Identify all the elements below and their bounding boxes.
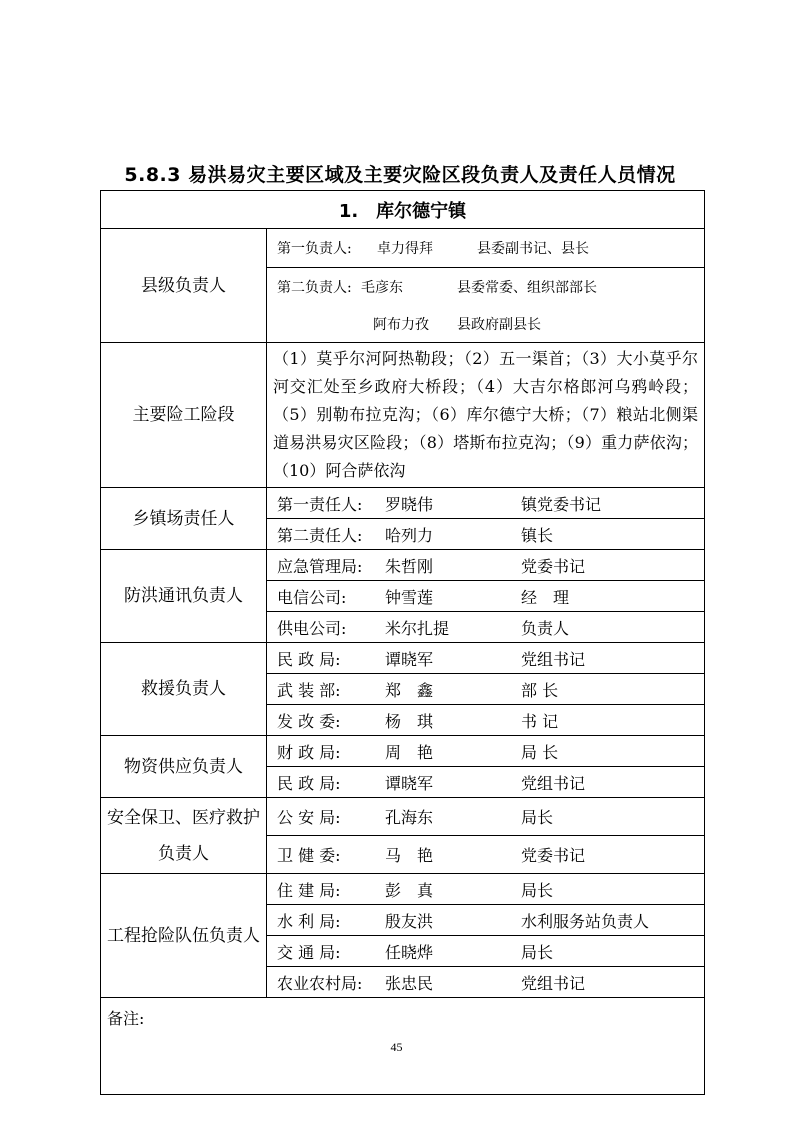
role-label: 财 政 局: [277,742,341,762]
table-row [101,343,705,488]
role-label: 农业农村局: [277,973,363,993]
leader-third [267,306,705,343]
role-label: 水 利 局: [277,911,341,931]
person-position: 负责人 [521,618,570,638]
role-label: 卫 健 委: [277,846,341,865]
detail-cell [267,905,705,936]
role-label: 公 安 局: [277,808,341,827]
detail-cell [267,836,705,874]
town-heading: 1. 库尔德宁镇 [101,191,705,229]
leader-title: 县委副书记、县长 [477,241,589,257]
person-position: 局 长 [521,742,559,762]
person-name: 殷友洪 [385,911,434,931]
category-cell: 救援负责人 [101,643,267,736]
person-position: 党组书记 [521,649,586,669]
detail-cell [267,798,705,836]
category-cell: 物资供应负责人 [101,736,267,798]
category-cell: 安全保卫、医疗救护负责人 [101,798,267,874]
person-name: 朱哲刚 [385,556,434,576]
leader-name: 毛彦东 [361,280,403,296]
person-name: 孔海东 [385,808,434,827]
person-position: 局长 [521,880,554,900]
role-label: 电信公司: [277,587,347,607]
person-position: 部 长 [521,680,559,700]
responsibility-table [100,190,705,1095]
person-name: 谭晓军 [385,773,434,793]
role-label: 供电公司: [277,618,347,638]
person-name: 马 艳 [385,846,434,865]
person-position: 水利服务站负责人 [521,911,650,931]
category-cell: 主要险工险段 [101,343,267,488]
person-position: 镇长 [521,525,554,545]
person-name: 米尔扎提 [385,618,450,638]
detail-cell [267,581,705,612]
category-cell: 工程抢险队伍负责人 [101,874,267,998]
person-position: 局长 [521,808,554,827]
table-row [101,550,705,581]
person-name: 彭 真 [385,880,434,900]
person-position: 书 记 [521,711,559,731]
role-label: 交 通 局: [277,942,341,962]
leader-name: 阿布力孜 [373,317,429,333]
table-row [101,643,705,674]
detail-cell [267,550,705,581]
detail-cell [267,519,705,550]
person-position: 党委书记 [521,556,586,576]
detail-cell [267,674,705,705]
person-name: 郑 鑫 [385,680,434,700]
danger-sections-text: （1）莫乎尔河阿热勒段；（2）五一渠首；（3）大小莫乎尔河交汇处至乡政府大桥段；（4）大吉尔格郎河乌鸦岭段；（5）别勒布拉克沟；（6）库尔德宁大桥；（7）粮站北侧渠道易洪易灾区险段；（8）塔斯布拉克沟；（9）重力萨依沟；（10）阿合萨依沟 [267,343,705,488]
table-row [101,874,705,905]
table-row [101,736,705,767]
category-cell: 县级负责人 [101,229,267,343]
table-row [101,229,705,268]
detail-cell [267,612,705,643]
person-position: 党组书记 [521,973,586,993]
table-row [101,798,705,836]
person-position: 党委书记 [521,846,586,865]
leader-label: 第二负责人: [277,280,352,296]
notes-cell: 备注: [101,998,705,1095]
detail-cell [267,705,705,736]
table-subheading-row [101,191,705,229]
role-label: 第二责任人: [277,525,363,545]
person-position: 经 理 [521,587,570,607]
person-position: 镇党委书记 [521,494,602,514]
person-name: 钟雪莲 [385,587,434,607]
detail-cell [267,967,705,998]
role-label: 民 政 局: [277,773,341,793]
detail-cell [267,936,705,967]
person-name: 谭晓军 [385,649,434,669]
person-position: 党组书记 [521,773,586,793]
person-name: 杨 琪 [385,711,434,731]
page-number: 45 [390,1040,403,1054]
role-label: 第一责任人: [277,494,363,514]
detail-cell [267,643,705,674]
leader-title: 县政府副县长 [457,317,541,333]
person-position: 局长 [521,942,554,962]
person-name: 任晓烨 [385,942,434,962]
person-name: 周 艳 [385,742,434,762]
role-label: 武 装 部: [277,680,341,700]
role-label: 民 政 局: [277,649,341,669]
role-label: 应急管理局: [277,556,363,576]
leader-first [267,229,705,268]
role-label: 发 改 委: [277,711,341,731]
category-cell: 防洪通讯负责人 [101,550,267,643]
person-name: 张忠民 [385,973,434,993]
person-name: 哈列力 [385,525,434,545]
detail-cell [267,767,705,798]
detail-cell [267,874,705,905]
detail-cell [267,736,705,767]
detail-cell [267,488,705,519]
leader-second [267,268,705,307]
person-name: 罗晓伟 [385,494,434,514]
table-row [101,488,705,519]
role-label: 住 建 局: [277,880,341,900]
leader-label: 第一负责人: [277,241,352,257]
leader-title: 县委常委、组织部部长 [457,280,597,296]
category-cell: 乡镇场责任人 [101,488,267,550]
document-title: 5.8.3 易洪易灾主要区域及主要灾险区段负责人及责任人员情况 [124,164,676,186]
leader-name: 卓力得拜 [377,241,433,257]
